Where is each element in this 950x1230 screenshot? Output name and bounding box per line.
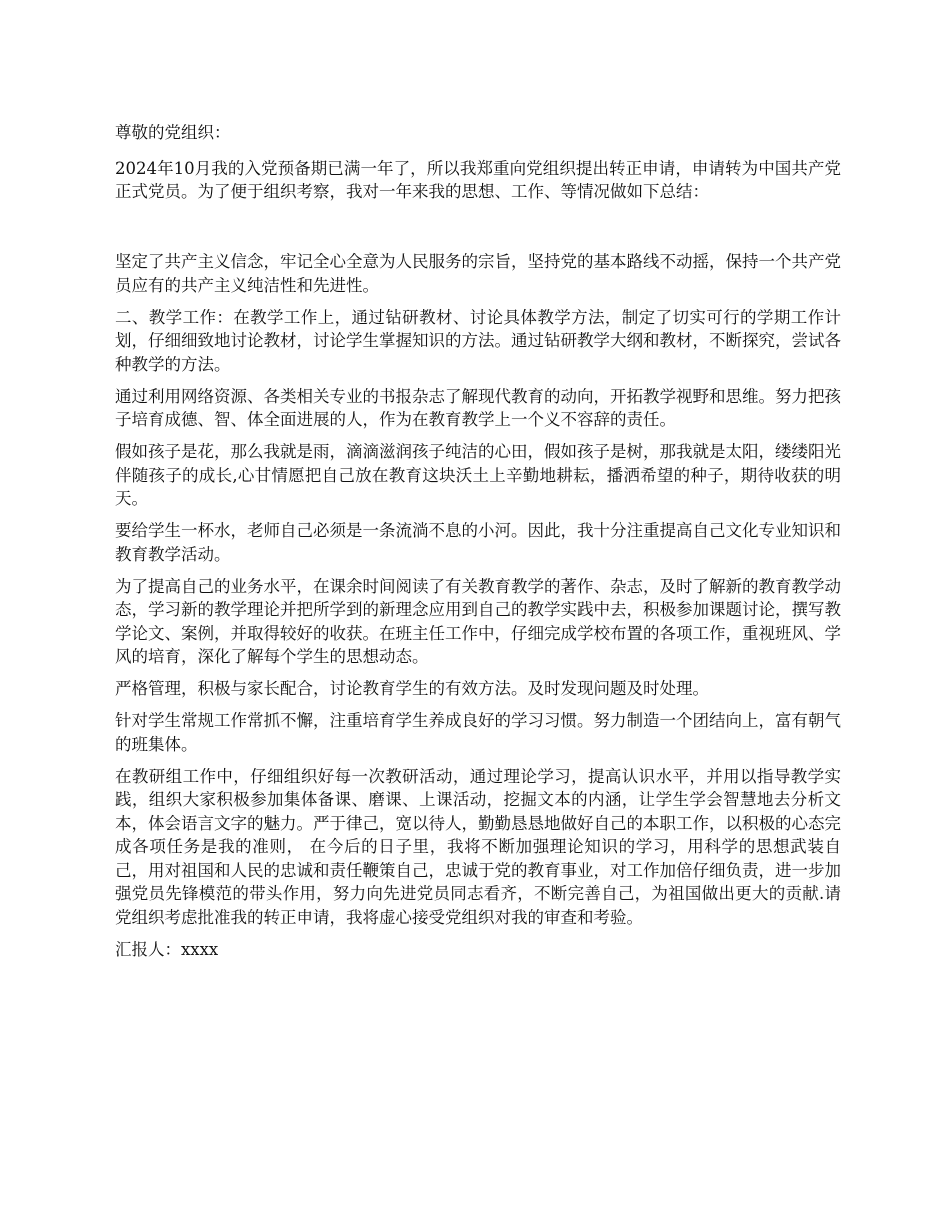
blank-gap — [115, 212, 841, 250]
paragraph-class-habits: 针对学生常规工作常抓不懈，注重培育学生养成良好的学习习惯。努力制造一个团结向上，富有朝气的班集体。 — [115, 711, 841, 754]
letter-body — [115, 121, 841, 970]
paragraph-management: 严格管理，积极与家长配合，讨论教育学生的有效方法。及时发现问题及时处理。 — [115, 679, 709, 698]
paragraph-cup-of-water: 要给学生一杯水，老师自己必须是一条流淌不息的小河。因此，我十分注重提高自己文化专业知识和教育教学活动。 — [115, 521, 841, 564]
paragraph-intro: 2024年10月我的入党预备期已满一年了，所以我郑重向党组织提出转正申请，申请转为中国共产党正式党员。为了便于组织考察，我对一年来我的思想、工作、等情况做如下总结： — [115, 158, 841, 201]
paragraph-professional-growth: 为了提高自己的业务水平，在课余时间阅读了有关教育教学的著作、杂志，及时了解新的教育教学动态，学习新的教学理论并把所学到的新理念应用到自己的教学实践中去，积极参加课题讨论，撰写教学论文、案例，并取得较好的收获。在班主任工作中，仔细完成学校布置的各项工作，重视班风、学风的培育，深化了解每个学生的思想动态。 — [115, 576, 841, 666]
paragraph-teaching-work: 二、教学工作：在教学工作上，通过钻研教材、讨论具体教学方法，制定了切实可行的学期工作计划，仔细细致地讨论教材，讨论学生掌握知识的方法。通过钻研教学大纲和教材，不断探究，尝试各种教学的方法。 — [115, 307, 841, 374]
paragraph-belief: 坚定了共产主义信念，牢记全心全意为人民服务的宗旨，坚持党的基本路线不动摇，保持一个共产党员应有的共产主义纯洁性和先进性。 — [115, 252, 841, 295]
paragraph-resources: 通过利用网络资源、各类相关专业的书报杂志了解现代教育的动向，开拓教学视野和思维。努力把孩子培育成德、智、体全面进展的人，作为在教育教学上一个义不容辞的责任。 — [115, 386, 841, 429]
signature: 汇报人：xxxx — [115, 939, 219, 959]
salutation: 尊敬的党组织： — [115, 123, 231, 142]
paragraph-metaphor: 假如孩子是花，那么我就是雨，滴滴滋润孩子纯洁的心田，假如孩子是树，那我就是太阳，缕缕阳光伴随孩子的成长,心甘情愿把自己放在教育这块沃土上辛勤地耕耘，播洒希望的种子，期待收获的明天。 — [115, 442, 841, 508]
paragraph-research-group: 在教研组工作中，仔细组织好每一次教研活动，通过理论学习，提高认识水平，并用以指导教学实践，组织大家积极参加集体备课、磨课、上课活动，挖掘文本的内涵，让学生学会智慧地去分析文本，体会语言文字的魅力。严于律己，宽以待人，勤勤恳恳地做好自己的本职工作，以积极的心态完成各项任务是我的准则， 在今后的日子里，我将不断加强理论知识的学习，用科学的思想武装自己，用对祖国和人民的忠诚和责任鞭策自己，忠诚于党的教育事业，对工作加倍仔细负责，进一步加强党员先锋模范的带头作用，努力向先进党员同志看齐，不断完善自己，为祖国做出更大的贡献.请党组织考虑批准我的转正申请，我将虚心接受党组织对我的审查和考验。 — [115, 766, 841, 927]
